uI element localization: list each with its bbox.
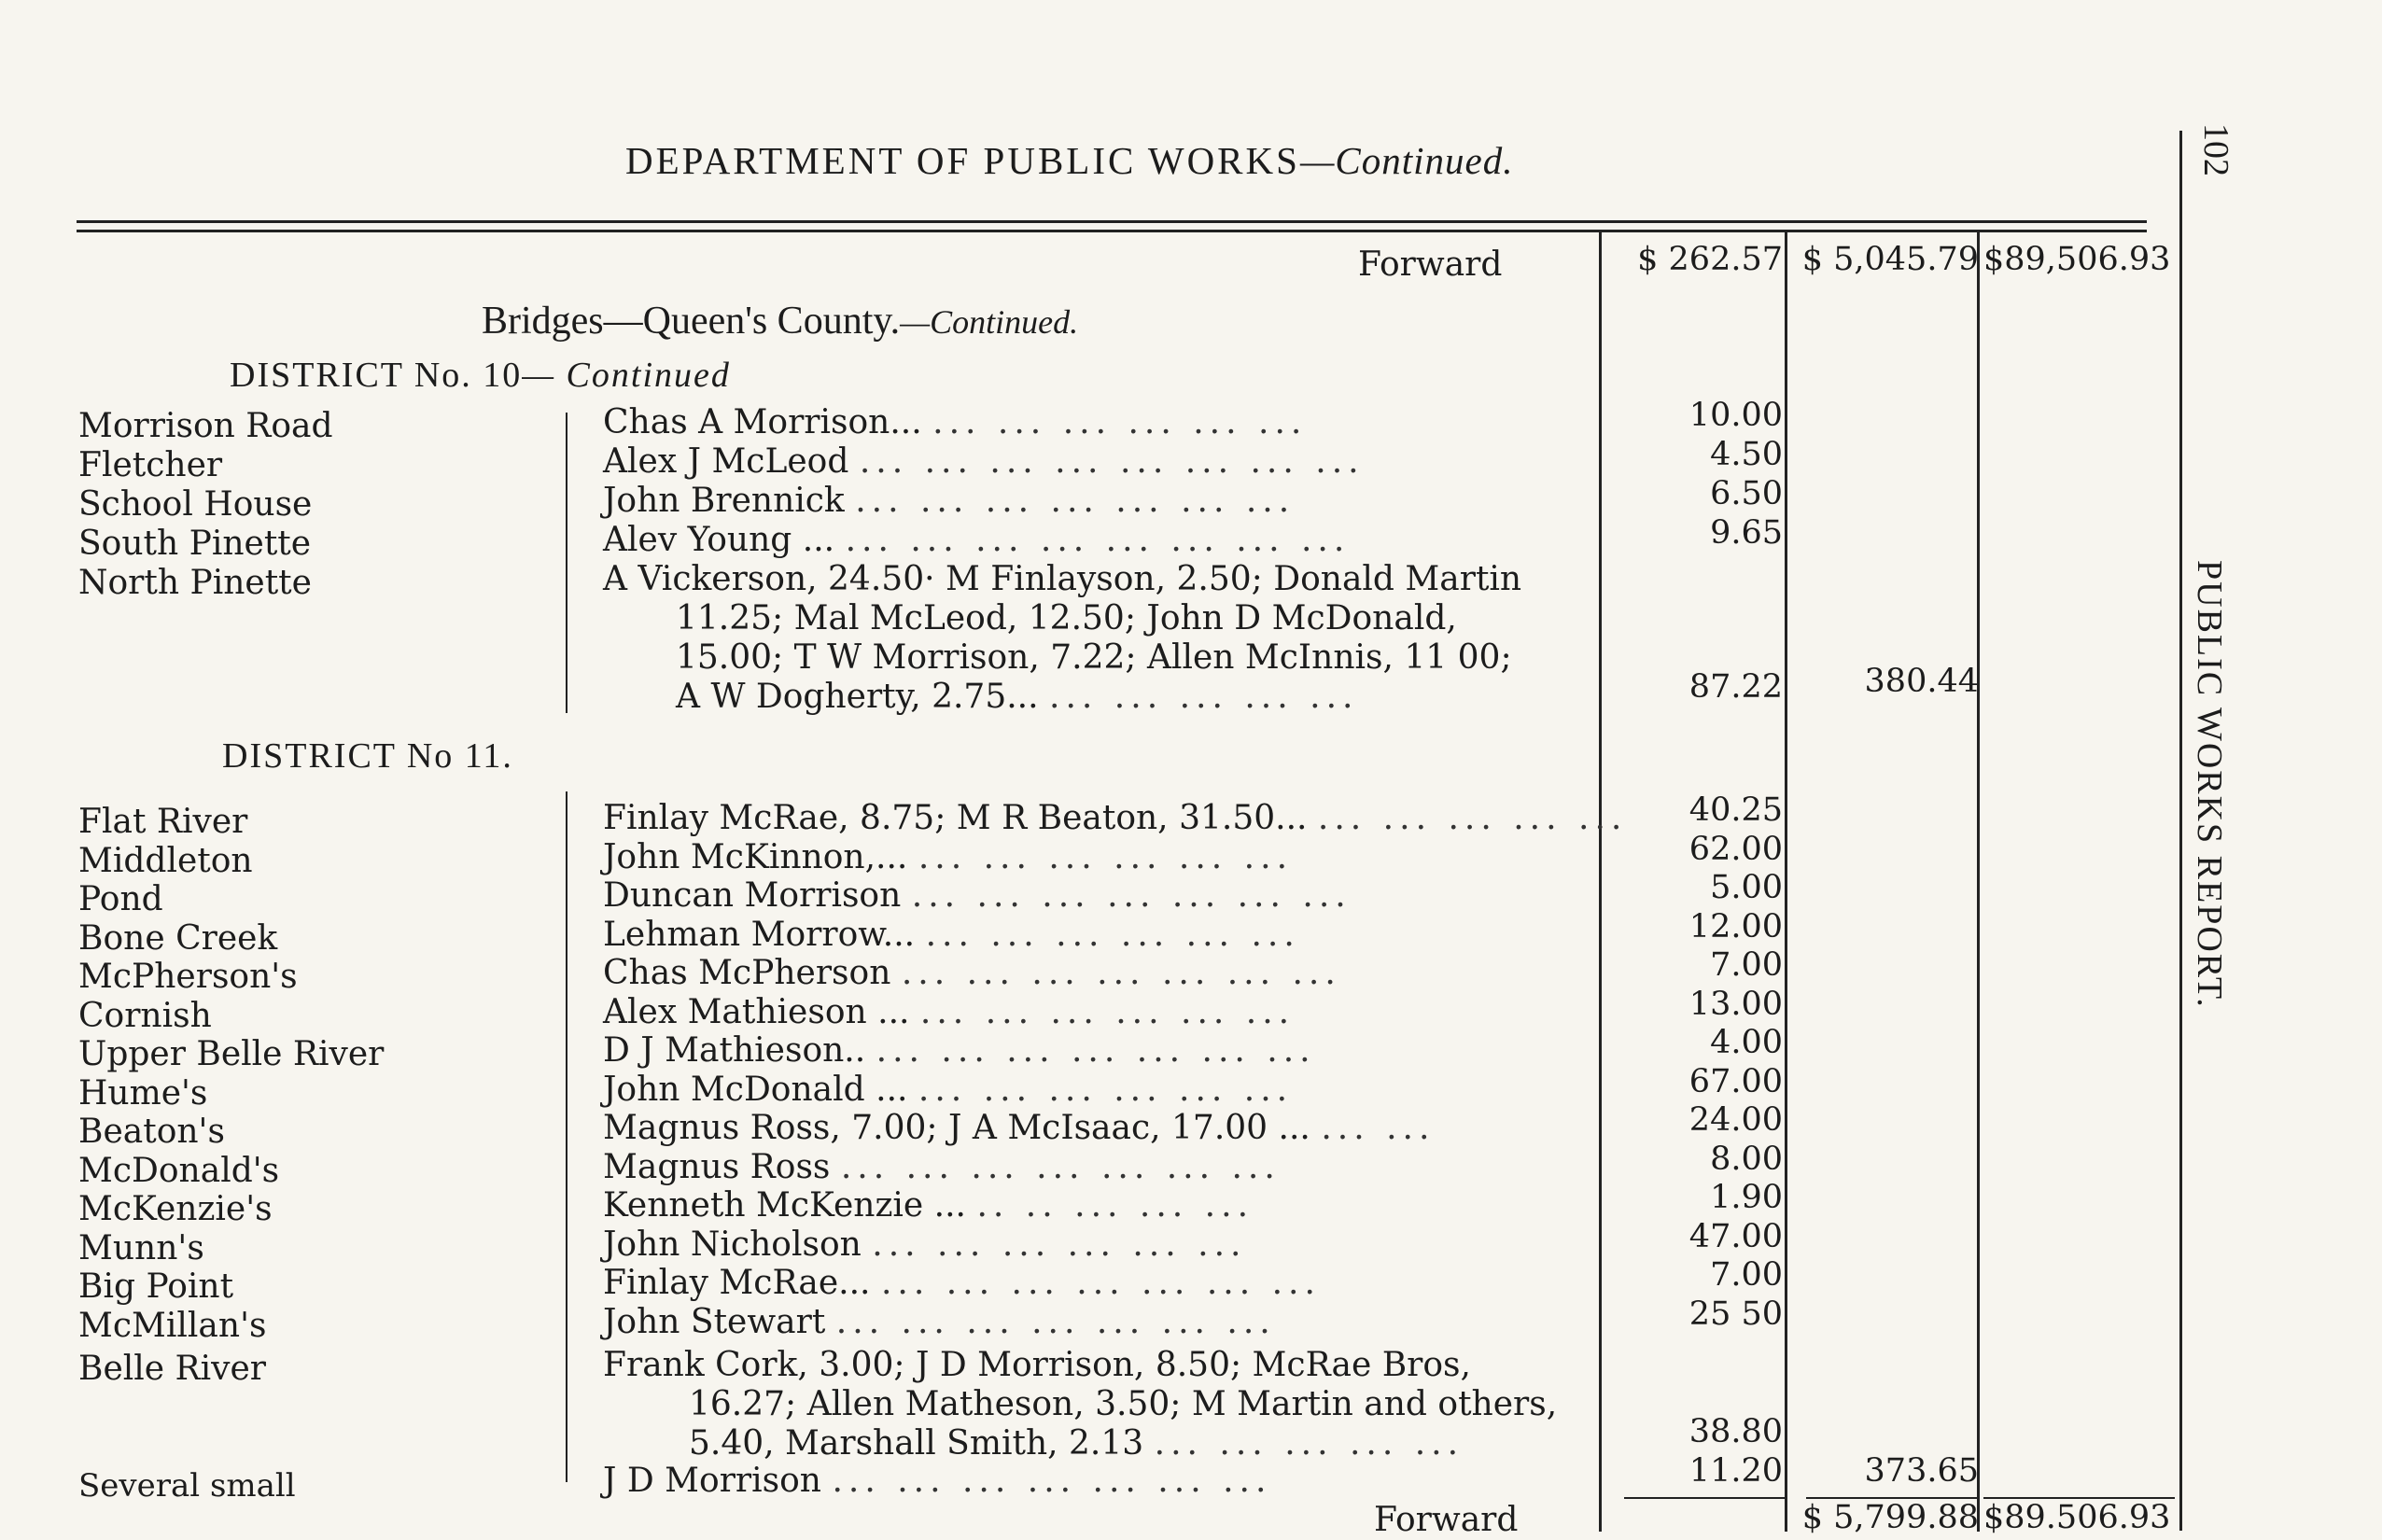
page-number: 102 — [2196, 123, 2235, 176]
place-name: McMillan's — [78, 1307, 267, 1345]
amount: 62.00 — [1688, 831, 1783, 868]
district-10-heading-text: DISTRICT No. 10 — [230, 356, 523, 395]
payee: Alev Young ... ... ... ... ... ... ... ... ... — [603, 521, 1351, 559]
payee: John Nicholson ... ... ... ... ... ... — [603, 1225, 1247, 1264]
payee-line: A Vickerson, 24.50· M Finlayson, 2.50; Donald Martin — [603, 560, 1522, 598]
payee: Chas A Morrison... ... ... ... ... ... ... — [603, 403, 1308, 441]
place-name: North Pinette — [78, 564, 312, 602]
amount: 7.00 — [1710, 1256, 1783, 1294]
payee: Finlay McRae... ... ... ... ... ... ... ... — [603, 1264, 1321, 1302]
payee: John McKinnon,... ... ... ... ... ... ... — [603, 838, 1294, 876]
place-name: McDonald's — [78, 1152, 280, 1190]
district-10-subtotal: 380.44 — [1864, 663, 1979, 700]
place-name: Several small — [78, 1467, 296, 1505]
place-payee-rule-2 — [566, 791, 567, 1482]
title-text: DEPARTMENT OF PUBLIC WORKS — [625, 139, 1300, 182]
place-name: Pond — [78, 880, 163, 918]
payee: Chas McPherson ... ... ... ... ... ... ... — [603, 954, 1341, 992]
column-rule-3 — [1977, 230, 1980, 1532]
amount: 5.00 — [1710, 869, 1783, 906]
section-title — [482, 299, 1078, 343]
place-name: Beaton's — [78, 1113, 225, 1151]
payee: Alex Mathieson ... ... ... ... ... ... ... — [603, 993, 1296, 1031]
payee-line: 11.25; Mal McLeod, 12.50; John D McDonald, — [676, 599, 1457, 637]
amount: 11.20 — [1688, 1452, 1783, 1490]
place-name: McPherson's — [78, 958, 298, 996]
payee: John Stewart ... ... ... ... ... ... ... — [603, 1303, 1276, 1341]
place-name: Morrison Road — [78, 407, 333, 445]
page-title — [625, 138, 1513, 183]
district-10-heading-suffix: — Continued — [522, 356, 731, 395]
district-10-heading — [230, 355, 731, 396]
payee: John McDonald ... ... ... ... ... ... ... — [603, 1071, 1294, 1109]
amount: 1.90 — [1710, 1179, 1783, 1216]
payee: Magnus Ross ... ... ... ... ... ... ... — [603, 1148, 1281, 1186]
place-payee-rule-1 — [566, 413, 567, 713]
payee-line: 16.27; Allen Matheson, 3.50; M Martin and others, — [689, 1385, 1558, 1423]
place-name: South Pinette — [78, 525, 312, 563]
section-title-suffix: —Continued. — [900, 303, 1079, 341]
amount: 87.22 — [1688, 668, 1783, 706]
title-suffix: —Continued. — [1299, 139, 1514, 182]
amount: 10.00 — [1688, 397, 1783, 434]
place-name: School House — [78, 485, 313, 524]
payee: Finlay McRae, 8.75; M R Beaton, 31.50... ... ... ... ... ... — [603, 799, 1628, 837]
payee-line: 15.00; T W Morrison, 7.22; Allen McInnis, 11 00; — [676, 638, 1512, 677]
payee: Magnus Ross, 7.00; J A McIsaac, 17.00 ... ... ... — [603, 1109, 1436, 1147]
place-name: Belle River — [78, 1350, 267, 1388]
amount: 13.00 — [1688, 986, 1783, 1023]
amount: 6.50 — [1710, 475, 1783, 512]
payee-line: 5.40, Marshall Smith, 2.13 ... ... ... ... ... — [689, 1424, 1464, 1463]
amount: 38.80 — [1688, 1413, 1783, 1450]
payee: Lehman Morrow... ... ... ... ... ... ... — [603, 916, 1300, 954]
side-title: PUBLIC WORKS REPORT. — [2190, 560, 2229, 1009]
amount: 12.00 — [1688, 908, 1783, 945]
forward-top-c3: $89,506.93 — [1983, 241, 2171, 278]
district-11-subtotal: 373.65 — [1864, 1452, 1979, 1490]
place-name: Middleton — [78, 842, 253, 880]
forward-top-c2: $ 5,045.79 — [1801, 241, 1979, 278]
amount: 47.00 — [1688, 1218, 1783, 1255]
header-rule-bottom — [77, 230, 2147, 232]
place-name: Munn's — [78, 1229, 204, 1267]
header-rule-top — [77, 220, 2147, 223]
payee-line: Frank Cork, 3.00; J D Morrison, 8.50; McRae Bros, — [603, 1346, 1471, 1384]
forward-label-bottom: Forward — [1374, 1501, 1519, 1539]
payee-line: A W Dogherty, 2.75... ... ... ... ... ... — [676, 678, 1359, 716]
forward-bottom-c3: $89.506.93 — [1983, 1499, 2171, 1536]
section-title-text: Bridges—Queen's County. — [482, 300, 901, 343]
amount: 4.50 — [1710, 436, 1783, 473]
amount: 40.25 — [1688, 791, 1783, 829]
place-name: Cornish — [78, 997, 212, 1035]
amount: 9.65 — [1710, 514, 1783, 552]
payee: John Brennick ... ... ... ... ... ... ... — [603, 482, 1296, 520]
payee: Duncan Morrison ... ... ... ... ... ... ... — [603, 876, 1352, 915]
place-name: Flat River — [78, 803, 248, 841]
place-name: Fletcher — [78, 446, 223, 484]
district-11-heading: DISTRICT No 11. — [222, 736, 513, 776]
payee: Kenneth McKenzie ... .. .. ... ... ... — [603, 1186, 1254, 1225]
amount: 24.00 — [1688, 1101, 1783, 1139]
page-edge-rule — [2179, 131, 2182, 1531]
payee: D J Mathieson.. ... ... ... ... ... ... ... — [603, 1031, 1316, 1070]
payee: J D Morrison ... ... ... ... ... ... ... — [603, 1462, 1272, 1500]
column-rule-1 — [1599, 230, 1602, 1532]
amount: 4.00 — [1710, 1024, 1783, 1061]
payee: Alex J McLeod ... ... ... ... ... ... ... ... — [603, 442, 1365, 481]
forward-top-c1: $ 262.57 — [1637, 241, 1783, 278]
amount: 67.00 — [1688, 1063, 1783, 1100]
column-rule-2 — [1785, 230, 1787, 1532]
place-name: Big Point — [78, 1267, 234, 1306]
amount: 8.00 — [1710, 1141, 1783, 1178]
place-name: Upper Belle River — [78, 1035, 385, 1073]
total-rule-c1 — [1624, 1497, 1787, 1499]
amount: 25 50 — [1688, 1295, 1783, 1333]
forward-label-top: Forward — [1358, 245, 1503, 284]
forward-bottom-c2: $ 5,799.88 — [1801, 1499, 1979, 1536]
place-name: McKenzie's — [78, 1190, 273, 1228]
place-name: Bone Creek — [78, 919, 278, 958]
amount: 7.00 — [1710, 946, 1783, 984]
place-name: Hume's — [78, 1074, 208, 1113]
